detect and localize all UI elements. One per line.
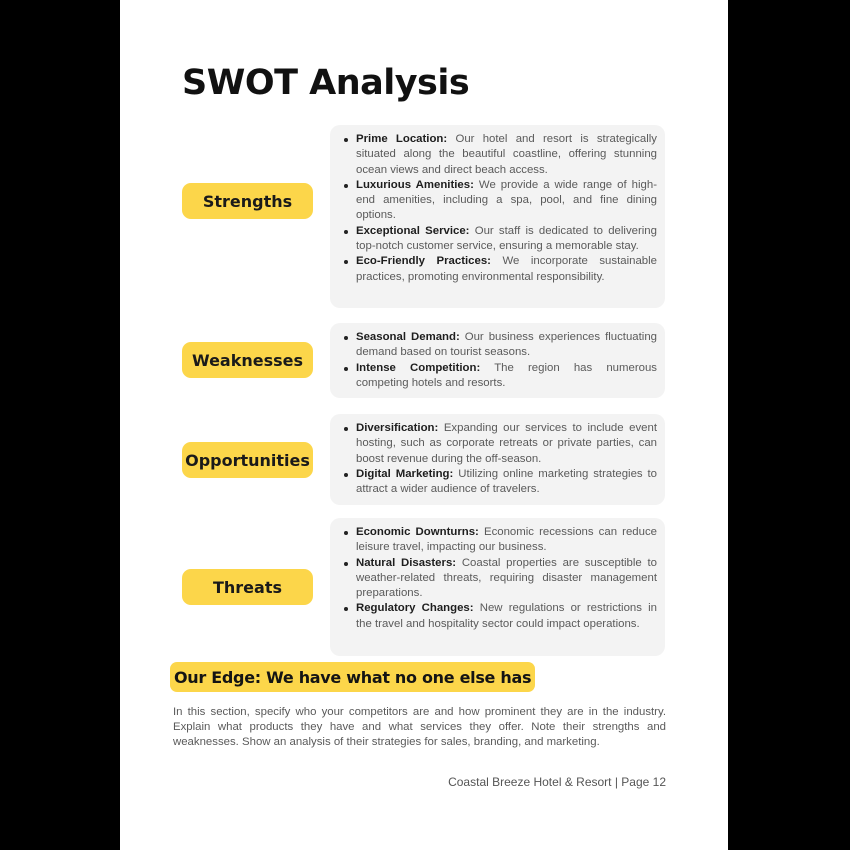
threats-list [342,525,657,632]
strengths-list [342,132,657,285]
opportunities-card [330,414,665,505]
item-term: Digital Marketing: [356,467,454,480]
weaknesses-label: Weaknesses [182,342,313,378]
item-text: Our business experiences fluctuating demand based on tourist seasons. [356,331,657,359]
item-text: Coastal properties are susceptible to weather-related threats, requiring disaster management preparations. [356,556,658,600]
item-text: We incorporate sustainable practices, promoting environmental responsibility. [356,255,657,283]
opportunities-list [342,421,657,497]
our-edge-heading: Our Edge: We have what no one else has [170,662,535,692]
item-term: Economic Downturns: [356,526,479,538]
item-term: Diversification: [356,422,439,434]
item-term: Regulatory Changes: [356,602,474,615]
list-item [342,330,657,361]
list-item [342,132,657,178]
threats-label: Threats [182,569,313,605]
list-item [342,254,657,285]
opportunities-label: Opportunities [182,442,313,478]
item-term: Exceptional Service: [356,224,470,237]
item-term: Luxurious Amenities: [356,178,474,191]
item-text: Expanding our services to include event hosting, such as corporate retreats or private parties, can boost revenue during the off-season. [356,422,657,465]
item-term: Eco-Friendly Practices: [356,255,491,268]
item-text: Our hotel and resort is strategically situated along the beautiful coastline, offering stunning ocean views and direct beach access. [356,133,657,176]
item-text: New regulations or restrictions in the travel and hospitality sector could impact operations. [356,602,657,630]
page-footer: Coastal Breeze Hotel & Resort | Page 12 [448,775,666,789]
threats-card [330,518,665,656]
list-item [342,601,657,632]
document-page [120,0,728,850]
weaknesses-list [342,330,657,391]
item-text: Economic recessions can reduce leisure travel, impacting our business. [356,526,658,554]
item-term: Prime Location: [356,133,448,145]
list-item [342,467,657,498]
item-text: Our staff is dedicated to delivering top-notch customer service, ensuring a memorable stay. [356,224,657,253]
page-title: SWOT Analysis [182,63,470,103]
list-item [342,178,657,224]
item-text: Utilizing online marketing strategies to attract a wider audience of travelers. [356,467,657,496]
list-item [342,361,657,392]
weaknesses-card [330,323,665,398]
strengths-card [330,125,665,308]
item-term: Intense Competition: [356,361,481,374]
item-text: The region has numerous competing hotels and resorts. [356,361,657,389]
item-term: Natural Disasters: [356,556,457,569]
item-term: Seasonal Demand: [356,331,460,343]
list-item [342,224,657,255]
list-item [342,556,657,602]
list-item [342,525,657,556]
strengths-label: Strengths [182,183,313,219]
our-edge-body: In this section, specify who your competitors are and how prominent they are in the industry. Explain what products they have and what services they offer. Note their strengths and weaknesses. Show an analysis of their strategies for sales, branding, and marketing. [173,706,666,749]
list-item [342,421,657,467]
item-text: We provide a wide range of high-end amenities, including a spa, pool, and fine dining options. [356,178,657,222]
